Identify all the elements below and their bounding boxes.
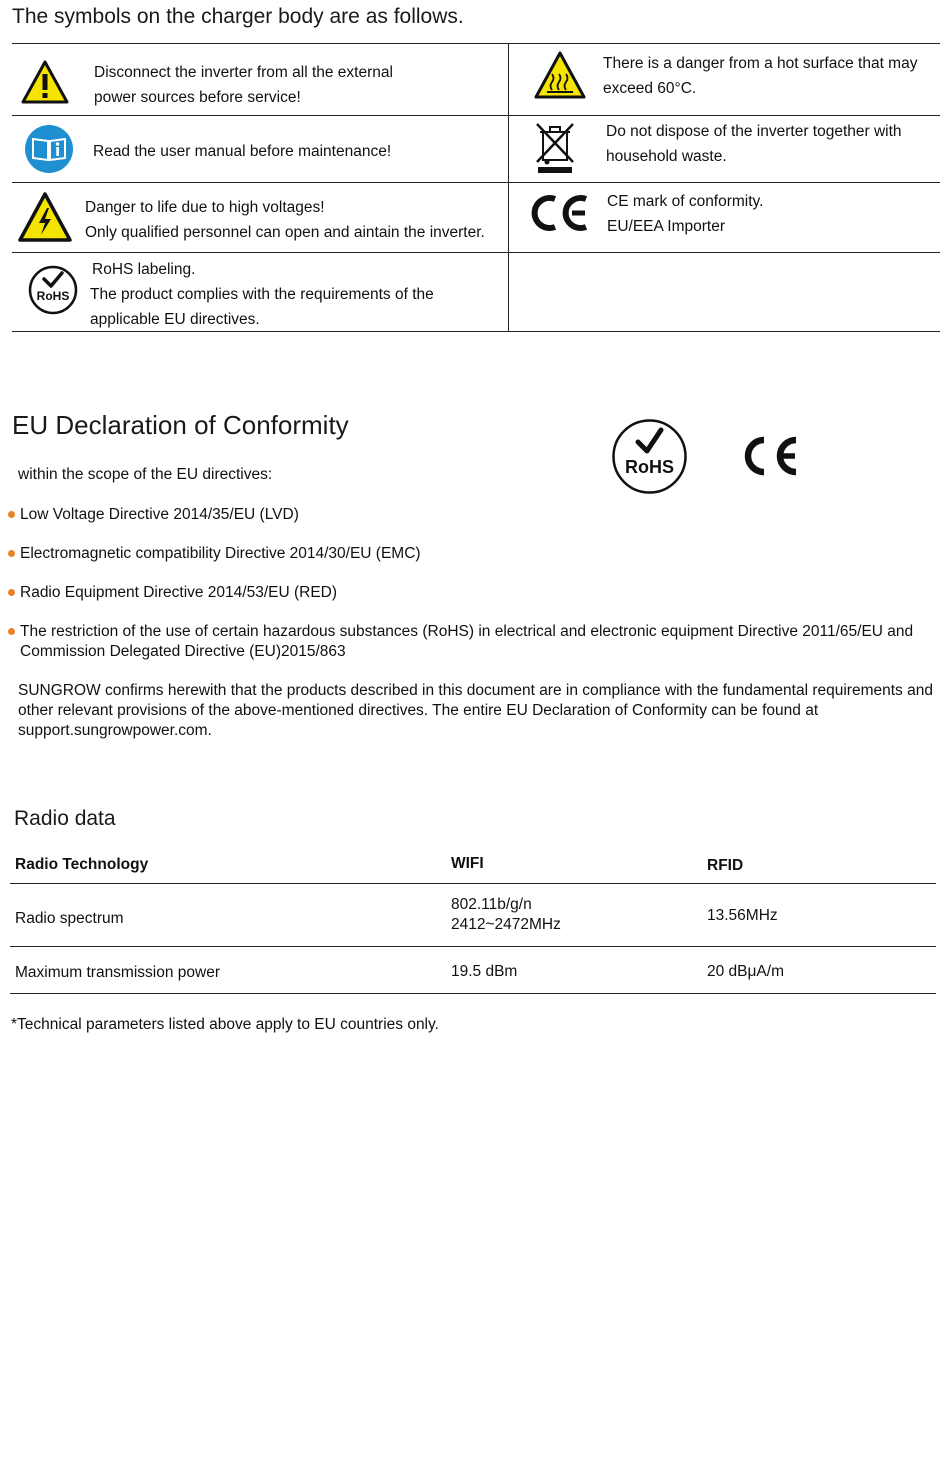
ce-badge-icon [740,433,802,479]
symbols-heading: The symbols on the charger body are as follows. [12,5,464,28]
read-manual-icon [24,124,74,174]
svg-text:RoHS: RoHS [36,289,70,303]
column-header-wifi: WIFI [451,855,484,872]
bullet-dot-icon [8,628,15,635]
table-cell-wifi: 802.11b/g/n 2412~2472MHz [451,896,561,933]
radio-data-title: Radio data [14,807,116,830]
directive-item: Low Voltage Directive 2014/35/EU (LVD) [6,505,299,525]
svg-text:RoHS: RoHS [625,457,674,477]
symbol-text-ce-mark: CE mark of conformity. EU/EEA Importer [607,193,764,235]
column-header-technology: Radio Technology [15,856,149,873]
bullet-dot-icon [8,589,15,596]
symbol-text-hot-surface: There is a danger from a hot surface that may exceed 60°C. [603,55,918,97]
table-row-label: Maximum transmission power [15,964,220,981]
symbol-text-disposal: Do not dispose of the inverter together with household waste. [606,123,902,165]
directive-item: The restriction of the use of certain hazardous substances (RoHS) in electrical and electronic equipment Directive 2011/65/EU and Commission Delegated Directive (EU)2015/863 [6,622,936,662]
directive-item: Radio Equipment Directive 2014/53/EU (RED) [6,583,337,603]
bullet-dot-icon [8,550,15,557]
hot-surface-icon [533,50,587,100]
declaration-statement: SUNGROW confirms herewith that the products described in this document are in compliance with the fundamental requirements and other relevant provisions of the above-mentioned directives. The entire EU Declaration of Conformity can be found at support.sungrowpower.com. [18,682,933,739]
symbol-text-high-voltage: Danger to life due to high voltages! Only qualified personnel can open and aintain the inverter. [85,199,485,241]
symbol-text-read-manual: Read the user manual before maintenance! [93,143,392,160]
crossed-bin-icon [534,121,576,175]
directive-item: Electromagnetic compatibility Directive 2014/30/EU (EMC) [6,544,421,564]
bullet-dot-icon [8,511,15,518]
declaration-intro: within the scope of the EU directives: [18,466,273,483]
table-cell-rfid: 20 dBμA/m [707,963,784,980]
footnote: *Technical parameters listed above apply to EU countries only. [11,1016,439,1033]
table-cell-wifi: 19.5 dBm [451,963,518,980]
rohs-icon [28,265,78,315]
symbol-text-rohs: RoHS labeling. The product complies with the requirements of the applicable EU directives. [90,261,434,328]
symbol-text-disconnect: Disconnect the inverter from all the external power sources before service! [94,64,393,106]
declaration-title: EU Declaration of Conformity [12,410,349,440]
column-header-rfid: RFID [707,857,744,874]
table-cell-rfid: 13.56MHz [707,907,778,924]
warning-exclamation-icon [20,59,70,105]
table-row-label: Radio spectrum [15,910,124,927]
rohs-badge-icon [611,418,688,495]
high-voltage-icon [17,191,73,243]
ce-mark-icon [530,193,592,233]
